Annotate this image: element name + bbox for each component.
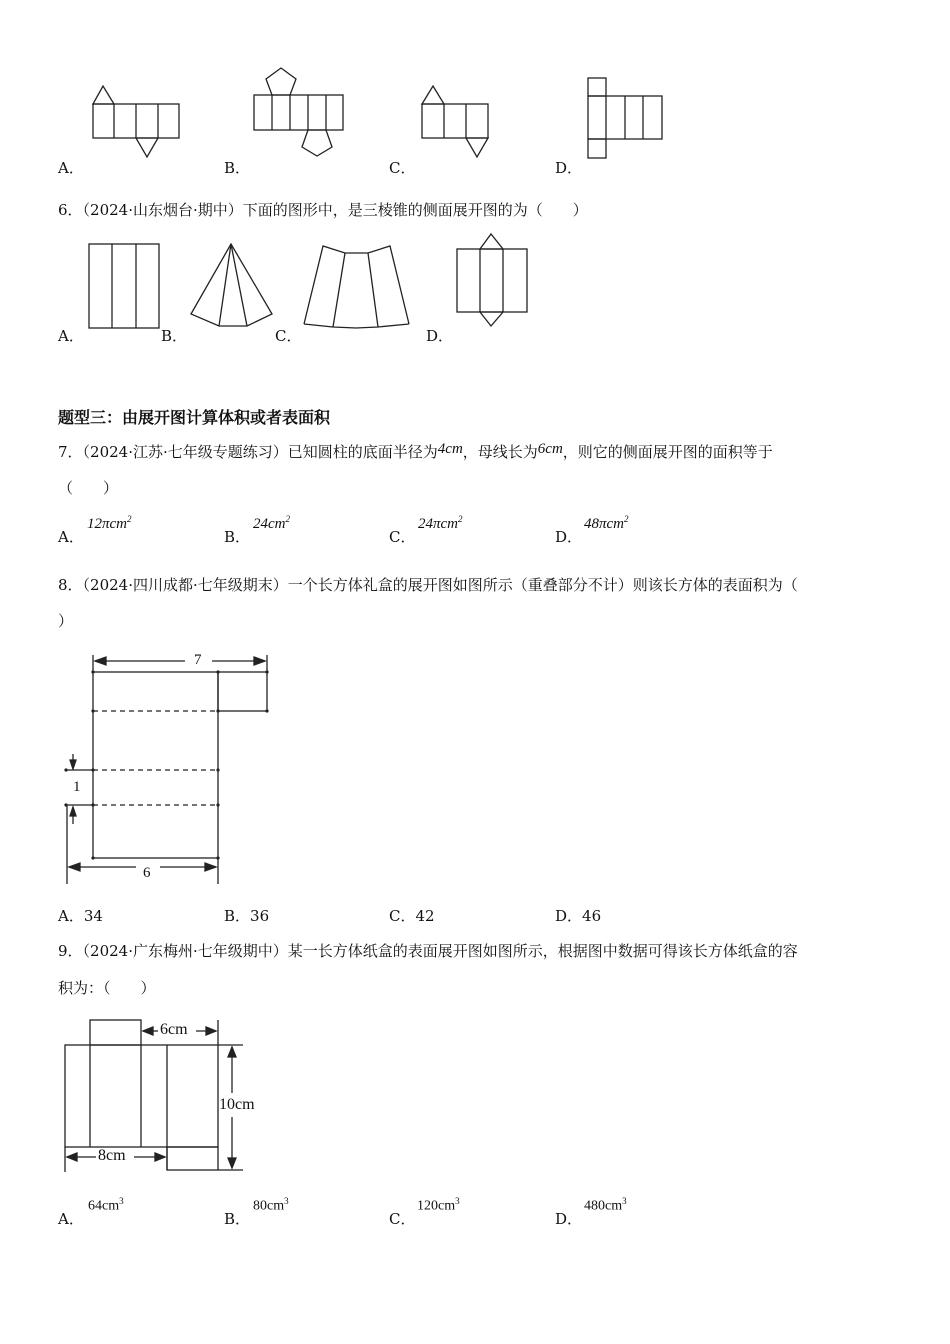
q9-option-b-value: $80cm^3$ [253, 1196, 289, 1214]
q6-number: 6． [58, 201, 83, 219]
q8-option-b[interactable]: B．36 [224, 907, 270, 925]
q8-source: （2024·四川成都·七年级期末） [82, 576, 288, 594]
q8-option-d[interactable]: D．46 [555, 907, 602, 925]
q9-option-d[interactable]: D． [555, 1210, 583, 1228]
q9-option-b[interactable]: B． [224, 1210, 251, 1228]
q6-source: （2024·山东烟台·期中） [82, 201, 243, 219]
q7-option-d-value: 48πcm$^2$ [584, 514, 629, 532]
q7-option-b-value: $24cm^2$ [253, 514, 290, 532]
q6-option-d[interactable]: D． [426, 327, 454, 345]
q7-stem-b: ，母线长为 [462, 443, 538, 461]
q5-option-a[interactable]: A． [58, 159, 84, 177]
q7-option-b-label: B． [224, 528, 251, 546]
q9-source: （2024·广东梅州·七年级期中） [82, 942, 288, 960]
q9-stem: 某一长方体纸盒的表面展开图如图所示，根据图中数据可得该长方体纸盒的容 [287, 942, 798, 960]
q9-option-a[interactable]: A． [58, 1210, 84, 1228]
q7-option-a-value: 12πcm$^2$ [87, 514, 132, 532]
q7-option-c-value: 24πcm$^2$ [418, 514, 463, 532]
q8-stem: 一个长方体礼盒的展开图如图所示（重叠部分不计）则该长方体的表面积为（ [287, 576, 798, 594]
q9-option-c-value: $120cm^3$ [417, 1196, 460, 1214]
q8-bottom-dimension-label: 6 [143, 865, 151, 881]
q9-number: 9． [58, 942, 83, 960]
q9-bottom-dimension-label: 8cm [98, 1147, 126, 1164]
q8-option-c[interactable]: C．42 [389, 907, 435, 925]
q7-radius: 4cm [437, 441, 463, 457]
q6-option-c[interactable]: C． [275, 327, 302, 345]
q8-number: 8． [58, 576, 83, 594]
q7-length: 6cm [537, 441, 563, 457]
q6-option-b[interactable]: B． [161, 327, 188, 345]
q7-answer-paren: （ ） [58, 479, 119, 497]
q7-option-d-label: D． [555, 528, 583, 546]
q8-answer-paren: ） [58, 612, 74, 630]
q7-stem-a: 已知圆柱的底面半径为 [287, 443, 438, 461]
q8-side-dimension-label: 1 [73, 779, 81, 795]
q8-option-a[interactable]: A．34 [58, 907, 103, 925]
q5-option-c[interactable]: C． [389, 159, 416, 177]
q9-top-dimension-label: 6cm [160, 1021, 188, 1038]
q9-stem-continued: 积为：（ ） [58, 979, 156, 997]
q5-option-b[interactable]: B． [224, 159, 251, 177]
q8-top-dimension-label: 7 [194, 652, 202, 668]
q9-right-dimension-label: 10cm [219, 1096, 255, 1113]
section-heading: 题型三：由展开图计算体积或者表面积 [58, 408, 331, 427]
q7-option-a-label: A． [58, 528, 84, 546]
q7-stem-c: ，则它的侧面展开图的面积等于 [562, 443, 773, 461]
q6-stem: 下面的图形中，是三棱锥的侧面展开图的为（ ） [242, 201, 588, 219]
q7-option-c-label: C． [389, 528, 416, 546]
q9-option-c[interactable]: C． [389, 1210, 416, 1228]
q9-option-d-value: $480cm^3$ [584, 1196, 627, 1214]
q6-option-a[interactable]: A． [58, 327, 84, 345]
q5-option-d[interactable]: D． [555, 159, 583, 177]
q7-number: 7． [58, 443, 83, 461]
q9-option-a-value: $64cm^3$ [88, 1196, 124, 1214]
q7-source: （2024·江苏·七年级专题练习） [82, 443, 288, 461]
